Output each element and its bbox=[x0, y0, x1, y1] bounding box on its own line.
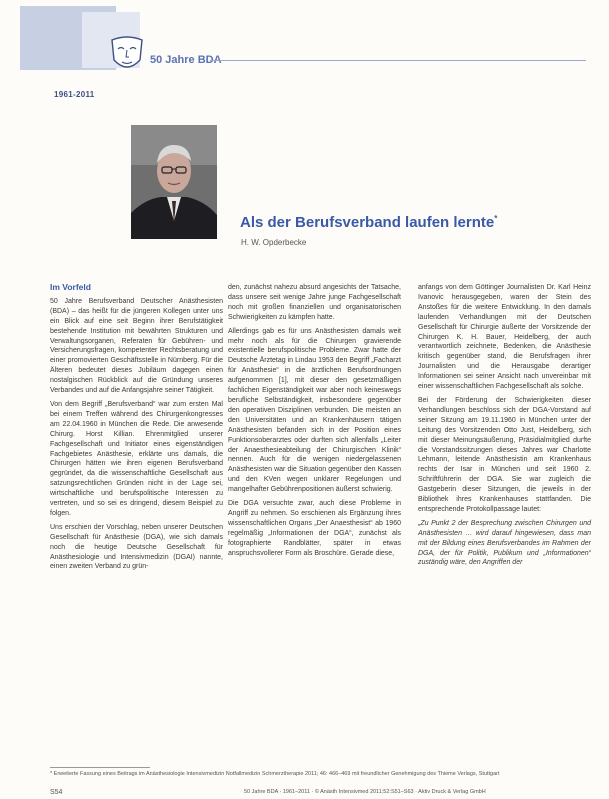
article-title bbox=[240, 214, 497, 231]
bda-logo bbox=[20, 6, 140, 98]
page-number: S54 bbox=[50, 789, 63, 796]
author-photo bbox=[131, 125, 217, 239]
text-column-3 bbox=[418, 283, 591, 572]
text-column-2 bbox=[228, 283, 401, 562]
paragraph: Allerdings gab es für uns Anästhesisten damals weit mehr noch als für die Chirurgen gravierende existentielle berufspolitische Probleme. Zwar hatte der Deutsche Ärztetag in Lindau 1953 den Begriff „Facharzt für Anästhesie“ in die ärztlichen Berufsordnungen aufgenommen [1], mit dieser den gesetzmäßigen fachlichen Eigenständigkeit war aber noch keineswegs berufliche Selbständigkeit, insbesondere gegenüber den operativen Disziplinen verbunden. Die meisten an den Universitäten und an Krankenhäusern tätigen Anästhesisten befanden sich in der Position eines Funktionsoberarztes oder durften sich allenfalls „Leiter der Anaesthesieabteilung der Chirurgischen Klinik“ nennen. Auch für die wenigen niedergelassenen Anästhesisten war die Situation gegenüber den Kassen und den KVen wegen unklarer Regelungen und mangelhafter Gebührenpositionen äußerst schwierig. bbox=[228, 327, 401, 494]
paragraph: Uns erschien der Vorschlag, neben unserer Deutschen Gesellschaft für Anästhesie (DGA), wie sich damals noch die heutige Deutsche Gesellschaft für Anästhesiologie und Intensivmedizin (DGAI) nannte, einen zweiten Verband zu grün- bbox=[50, 523, 223, 571]
paragraph: 50 Jahre Berufsverband Deutscher Anästhesisten (BDA) – das heißt für die jüngeren Kollegen unter uns ein Blick auf eine seit Beginn ihrer Berufstätigkeit bestehende Institution mit bewährten Strukturen und Verwaltungsorganen, Referaten für Gebühren- und Versicherungsfragen, kompetenter Rechtsberatung und einer promovierten Geschäftsstelle in Nürnberg. Für die Älteren bedeutet dieses Jubiläum dagegen einen nostalgischen Rückblick auf die Gründung unseres Verbandes und auf die Anfangsjahre seiner Tätigkeit. bbox=[50, 297, 223, 395]
paragraph: den, zunächst nahezu absurd angesichts der Tatsache, dass unsere seit wenige Jahre junge Fachgesellschaft noch mit großen finanziellen und organisatorischen Schwierigkeiten zu kämpfen hatte. bbox=[228, 284, 401, 321]
article-title-text: Als der Berufsverband laufen lernte bbox=[240, 214, 495, 231]
footnote-marker: * bbox=[494, 214, 498, 223]
footnote: * Erweiterte Fassung eines Beitrags im Anästhesiologie Intensivmedizin Notfallmedizin Schmerztherapie 2011; 46: 466–469 mit freundlicher Genehmigung des Thieme Verlags, Stuttgart bbox=[50, 771, 500, 777]
paragraph: anfangs von dem Göttinger Journalisten Dr. Karl Heinz Ivanovic herausgegeben, waren der Stein des Anstoßes für die weitere Entwicklung. In den damals laufenden Verhandlungen mit der Deutschen Gesellschaft für Chirurgie äußerte der Vorsitzende der Chirurgen K. H. Bauer, Heidelberg, der auch verantwortlich zeichnete, Bedenken, die Anästhesie kritisch gegenüber stand, die Berufsfragen ihrer Journalisten und die Herausgabe derartiger Informationen sei seiner Ansicht nach unvereinbar mit einer wissenschaftlichen Fachgesellschaft als solche. bbox=[418, 284, 591, 391]
paragraph: Bei der Förderung der Schwierigkeiten dieser Verhandlungen beschloss sich der DGA-Vorstand auf seiner Sitzung am 19.11.1960 in München unter der Leitung des Vorsitzenden Otto Just, Heidelberg, sich mit dieser Meinungsäußerung, Präsidialmitglied durfte die Vorstandssitzungen dieses Jahres war Charlotte Lehmann, leitende Anästhesistin am Krankenhaus rechts der Isar in München und seit 1960 2. Schriftführerin der DGA. Sie war zugleich die Gastgeberin dieser Sitzungen, die jeweils in der Bibliothek ihres Krankenhauses stattfanden. Die entsprechende Protokollpassage lautet: bbox=[418, 396, 591, 513]
paragraph: Die DGA versuchte zwar, auch diese Probleme in Angriff zu nehmen. So erschienen als Ergänzung ihres wissenschaftlichen Organs „Der Anaesthesist“ ab 1960 regelmäßig „Informationen der DGA“, zunächst als fotographierte Randblätter, später in etwas anspruchsvollerer Form als Broschüre. Gerade diese, bbox=[228, 500, 401, 557]
text-column-1 bbox=[50, 283, 223, 576]
quote-paragraph: „Zu Punkt 2 der Besprechung zwischen Chirurgen und Anästhesisten … wird darauf hingewiesen, dass man mit der Bildung eines Berufsverbandes im Rahmen der DGA, der für Politik, Publikum und „Informationen“ zuständig wäre, den Angriffen der bbox=[418, 519, 591, 567]
section-title: Im Vorfeld bbox=[50, 282, 91, 292]
footer-citation: 50 Jahre BDA · 1961–2011 · © Anästh Intensivmed 2011;52:S51–S63 · Aktiv Druck & Verlag GmbH bbox=[244, 789, 486, 795]
footnote-rule bbox=[50, 767, 150, 768]
jubilee-title: 50 Jahre BDA bbox=[150, 54, 222, 66]
article-author: H. W. Opderbecke bbox=[241, 238, 307, 247]
logo-year: 1961-2011 bbox=[54, 90, 95, 99]
mask-icon bbox=[106, 36, 148, 72]
header-rule bbox=[210, 60, 586, 61]
paragraph: Von dem Begriff „Berufsverband“ war zum ersten Mal bei einem Treffen während des Chirurgenkongresses am 22.04.1960 in München die Rede. Die anwesende Chirurg. Horst Killian. Ehrenmitglied unserer Fachgesellschaft und Initiator eines eigenständigen Fachgebietes Anästhesie, erklärte uns damals, die Chirurgen hätten wie ihren eigenen Berufsverband gegründet, da die wissenschaftliche Gesellschaft aus satzungsrechtlichen Gründen nicht in der Lage sei, wirtschaftliche und berufspolitische Interessen zu vertreten, und so sei es dringend, diesem Beispiel zu folgen. bbox=[50, 400, 223, 517]
